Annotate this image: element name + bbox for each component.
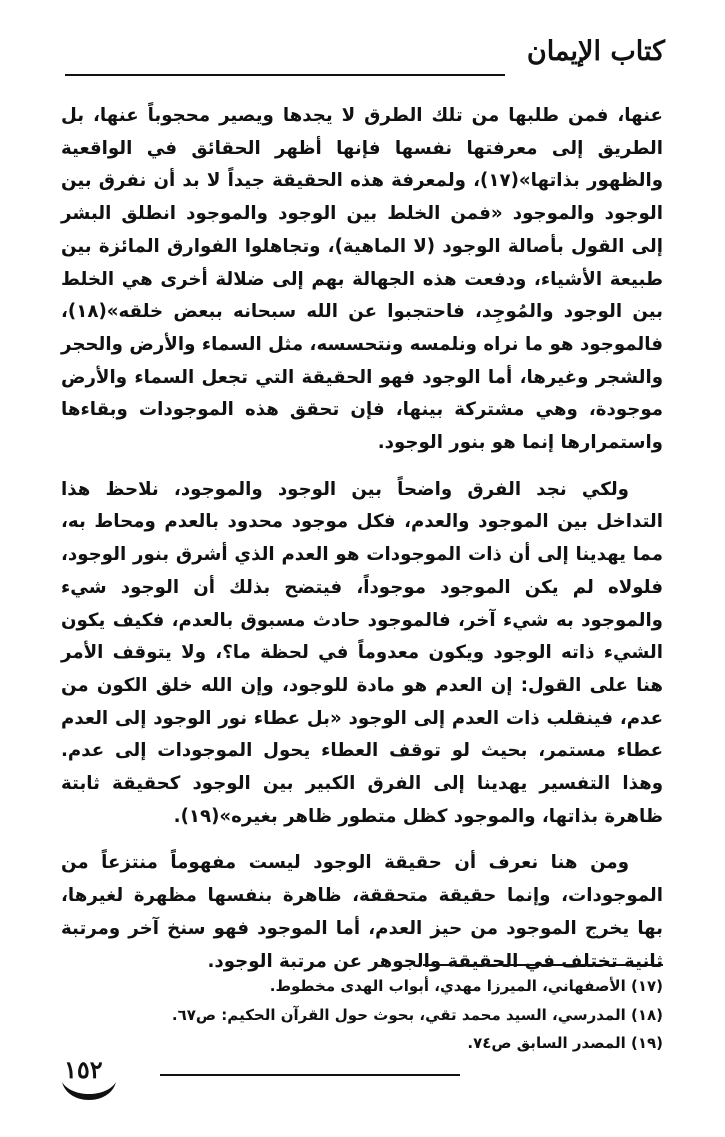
footnote-18: (١٨) المدرسي، السيد محمد تقي، بحوث حول القرآن الحكيم: ص٦٧. [171,1005,663,1024]
footnotes [61,972,663,1058]
footnote-19: (١٩) المصدر السابق ص٧٤. [467,1034,663,1052]
paragraph-2: ولكي نجد الفرق واضحاً بين الوجود والموجود، نلاحظ هذا التداخل بين الموجود والعدم، فكل موجود محدود بالعدم ومحاط به، مما يهدينا إلى أن ذات الموجودات هو العدم الذي أشرق بنور الوجود، فلولاه لم يكن الموجود موجوداً، فيتضح بذلك أن الوجود شيء والموجود به شيء آخر، فالموجود حادث مسبوق بالعدم، فكيف يكون الشيء ذاته الوجود ويكون معدوماً في لحظة ما؟، ولا يتوقف الأمر هنا على القول: إن العدم هو مادة للوجود، وإن الله خلق الكون من عدم، فينقلب ذات العدم إلى الوجود «بل عطاء نور الوجود إلى العدم عطاء مستمر، بحيث لو توقف العطاء يحول الموجودات إلى عدم. وهذا التفسير يهدينا إلى الفرق الكبير بين الوجود كحقيقة ثابتة ظاهرة بذاتها، والموجود كظل متطور ظاهر بغيره»(١٩). [61,478,663,827]
page-number: ١٥٢ [64,1055,103,1084]
running-header [65,38,665,88]
paragraph-1: عنها، فمن طلبها من تلك الطرق لا يجدها ويصير محجوباً عنها، بل الطريق إلى معرفتها نفسها فإنها أظهر الحقائق في الواقعية والظهور بذاتها»(١٧)، ولمعرفة هذه الحقيقة جيداً لا بد أن نفرق بين الوجود والموجود «فمن الخلط بين الوجود والموجود انطلق البشر إلى القول بأصالة الوجود (لا الماهية)، وتجاهلوا الفوارق المائزة بين طبيعة الأشياء، ودفعت هذه الجهالة بهم إلى ضلالة أخرى هي الخلط بين الوجود والمُوجِد، فاحتجبوا عن الله سبحانه ببعض خلقه»(١٨)، فالموجود هو ما نراه ونلمسه ونتحسسه، مثل السماء والأرض والحجر والشجر وغيرها، أما الوجود فهو الحقيقة التي تجعل السماء والأرض موجودة، وهي مشتركة بينها، فإن تحقق هذه الموجودات وبقاءها واستمرارها إنما هو بنور الوجود. [61,105,664,454]
footnote-17: (١٧) الأصفهاني، الميرزا مهدي، أبواب الهدى مخطوط. [269,977,663,995]
book-title: كتاب الإيمان [526,36,665,67]
page-footer [40,1055,460,1108]
header-rule [65,74,505,76]
footer-rule [160,1074,460,1076]
paragraph-3: ومن هنا نعرف أن حقيقة الوجود ليست مفهوماً منتزعاً من الموجودات، وإنما حقيقة متحققة، ظاهرة بنفسها مظهرة لغيرها، بها يخرج الموجود من حيز العدم، أما الموجود فهو سنخ آخر ومرتبة ثانية تختلف في الحقيقة والجوهر عن مرتبة الوجود. [61,852,663,972]
footnote-rule [423,964,663,966]
main-text [61,100,663,978]
